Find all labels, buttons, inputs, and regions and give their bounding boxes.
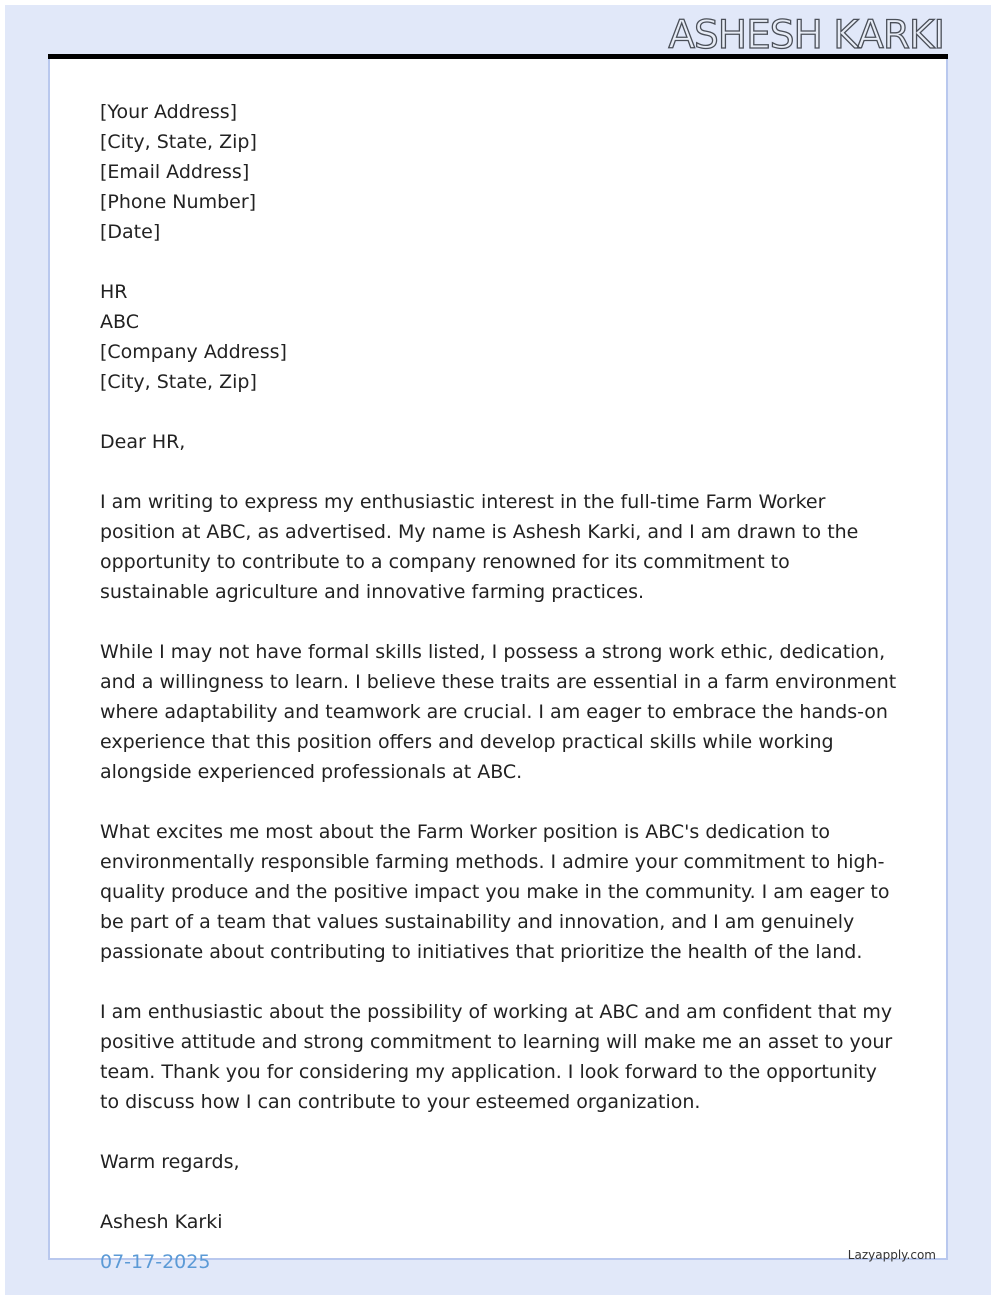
body-paragraph: While I may not have formal skills listed, I possess a strong work ethic, dedication, and a willingness to learn. I believe these traits are essential in a farm environment where adaptability and teamwork are crucial. I am eager to embrace the hands-on experience that this position offers and develop practical skills while working alongside experienced professionals at ABC.: [100, 641, 897, 783]
footer-site-link[interactable]: Lazyapply.com: [847, 1248, 936, 1262]
sender-address: [Your Address]: [100, 101, 238, 123]
body-paragraph: I am writing to express my enthusiastic interest in the full-time Farm Worker position at ABC, as advertised. My name is Ashesh Karki, and I am drawn to the opportunity to contribute to a company renowned for its commitment to sustainable agriculture and innovative farming practices.: [100, 491, 859, 603]
recipient-name: HR: [100, 281, 128, 303]
footer-date: 07-17-2025: [100, 1251, 211, 1273]
recipient-address: [Company Address]: [100, 341, 287, 363]
sender-phone: [Phone Number]: [100, 191, 257, 213]
recipient-city-state-zip: [City, State, Zip]: [100, 371, 257, 393]
salutation: Dear HR,: [100, 431, 186, 453]
recipient-block: [100, 277, 900, 397]
body-paragraph: I am enthusiastic about the possibility of working at ABC and am confident that my positive attitude and strong commitment to learning will make me an asset to your team. Thank you for considering my application. I look forward to the opportunity to discuss how I can contribute to your esteemed organization.: [100, 1001, 893, 1113]
sender-block: [100, 97, 900, 247]
spacer: [100, 247, 900, 277]
sender-date: [Date]: [100, 221, 161, 243]
recipient-company: ABC: [100, 311, 139, 333]
signature-name: Ashesh Karki: [100, 1211, 223, 1233]
sender-city-state-zip: [City, State, Zip]: [100, 131, 257, 153]
letter-body: [100, 97, 900, 1237]
body-paragraph: What excites me most about the Farm Worker position is ABC's dedication to environmentally responsible farming methods. I admire your commitment to high-quality produce and the positive impact you make in the community. I am eager to be part of a team that values sustainability and innovation, and I am genuinely passionate about contributing to initiatives that prioritize the health of the land.: [100, 821, 890, 963]
applicant-name-heading: ASHESH KARKI: [668, 13, 944, 58]
spacer: [100, 397, 900, 427]
sender-email: [Email Address]: [100, 161, 250, 183]
closing: Warm regards,: [100, 1151, 240, 1173]
